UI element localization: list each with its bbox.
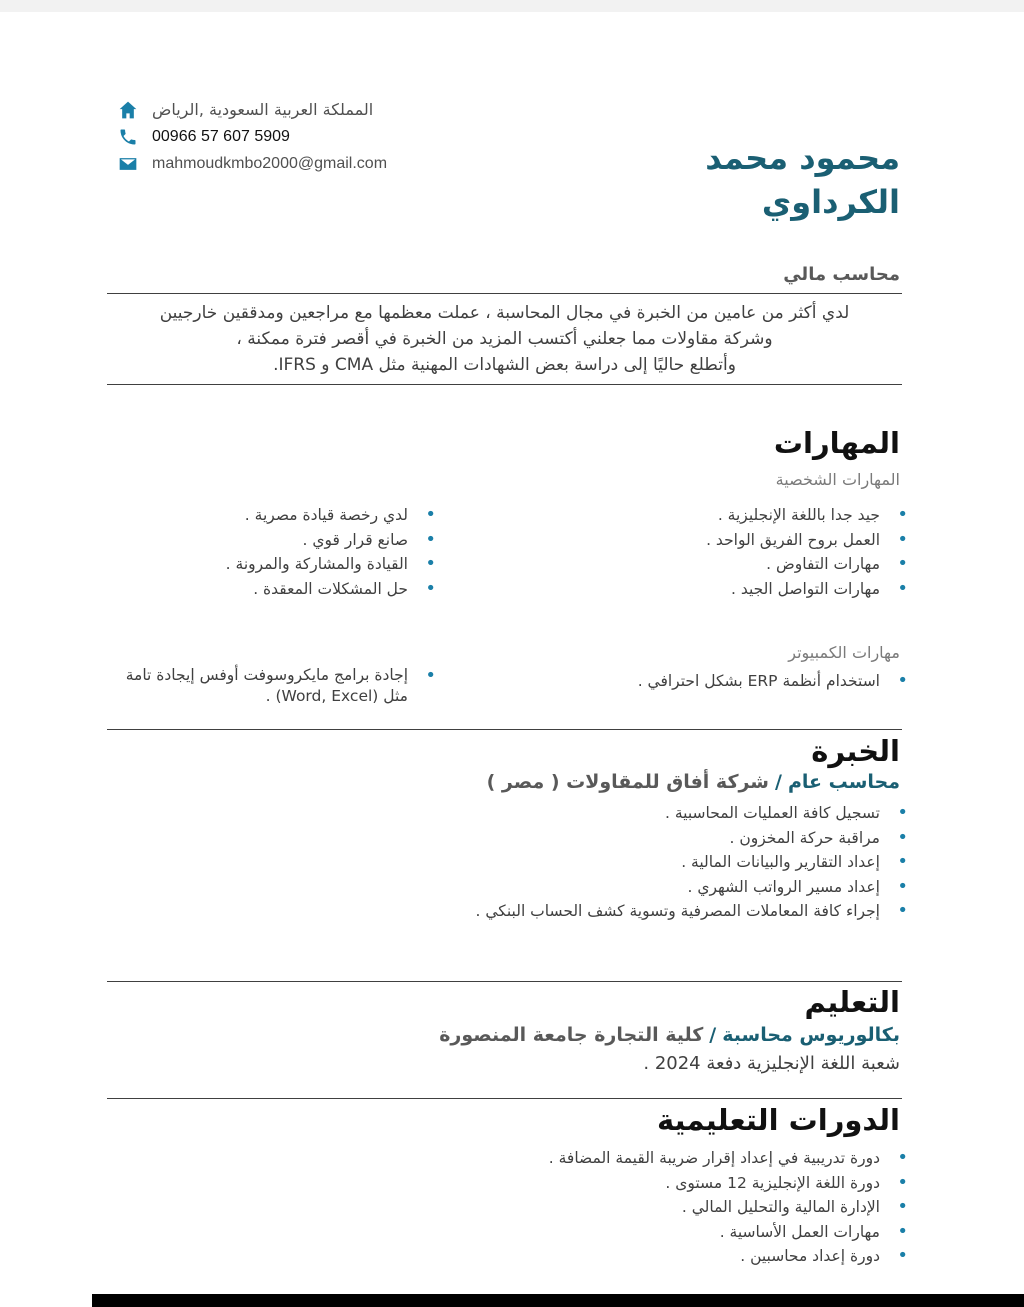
list-item: • إجادة برامج مايكروسوفت أوفس إيجادة تامة مثل (Word, Excel) . — [120, 665, 480, 707]
personal-skills-left-list — [120, 503, 480, 601]
skills-heading: المهارات — [773, 426, 900, 460]
list-item: • استخدام أنظمة ERP بشكل احترافي . — [532, 669, 952, 694]
summary-line-1: لدي أكثر من عامين من الخبرة في مجال المحاسبة ، عملت معظمها مع مراجعين ومدققين خارجيين — [159, 303, 850, 323]
divider — [107, 1098, 902, 1099]
school-name: كلية التجارة جامعة المنصورة — [439, 1024, 704, 1046]
list-item: • مراقبة حركة المخزون . — [332, 826, 952, 851]
list-item: • العمل بروح الفريق الواحد . — [532, 528, 952, 553]
divider — [107, 293, 902, 294]
job-title: محاسب مالي — [783, 264, 900, 285]
contact-email — [118, 150, 438, 177]
degree-title: بكالوريوس محاسبة — [722, 1024, 900, 1046]
list-item: • جيد جدا باللغة الإنجليزية . — [532, 503, 952, 528]
list-item: • الإدارة المالية والتحليل المالي . — [332, 1195, 952, 1220]
name-line-1: محمود محمد — [705, 139, 900, 177]
list-item: • صانع قرار قوي . — [120, 528, 480, 553]
list-item: • مهارات التفاوض . — [532, 552, 952, 577]
list-item: • مهارات التواصل الجيد . — [532, 577, 952, 602]
contact-block — [118, 96, 438, 177]
degree-separator: / — [709, 1024, 717, 1046]
personal-skills-heading: المهارات الشخصية — [775, 470, 900, 489]
list-item: • إعداد التقارير والبيانات المالية . — [332, 850, 952, 875]
list-item: • القيادة والمشاركة والمرونة . — [120, 552, 480, 577]
name-line-2: الكرداوي — [761, 183, 900, 221]
education-heading: التعليم — [804, 985, 900, 1019]
page-top-bar — [0, 0, 1024, 12]
list-item: • لدي رخصة قيادة مصرية . — [120, 503, 480, 528]
computer-skills-right-list — [532, 669, 952, 694]
phone-text[interactable]: 00966 57 607 5909 — [152, 127, 290, 145]
contact-address — [118, 96, 438, 123]
summary-line-3: وأتطلع حاليًا إلى دراسة بعض الشهادات المهنية مثل CMA و IFRS. — [273, 355, 736, 375]
role-title: محاسب عام — [787, 771, 900, 793]
list-item: • حل المشكلات المعقدة . — [120, 577, 480, 602]
list-item: • تسجيل كافة العمليات المحاسبية . — [332, 801, 952, 826]
phone-icon — [118, 126, 140, 148]
courses-list — [332, 1146, 952, 1269]
divider — [107, 384, 902, 385]
personal-skills-right-list — [532, 503, 952, 601]
list-item: • دورة اللغة الإنجليزية 12 مستوى . — [332, 1171, 952, 1196]
list-item: • إعداد مسير الرواتب الشهري . — [332, 875, 952, 900]
summary-line-2: وشركة مقاولات مما جعلني أكتسب المزيد من الخبرة في أقصر فترة ممكنة ، — [236, 329, 773, 349]
page-bottom-bar — [92, 1294, 1024, 1307]
experience-heading: الخبرة — [811, 734, 900, 768]
envelope-icon — [118, 153, 140, 175]
experience-list — [332, 801, 952, 924]
contact-phone — [118, 123, 438, 150]
list-item: • دورة إعداد محاسبين . — [332, 1244, 952, 1269]
summary — [107, 300, 902, 378]
person-name — [480, 136, 900, 224]
home-icon — [118, 99, 140, 121]
list-item: • مهارات العمل الأساسية . — [332, 1220, 952, 1245]
divider — [107, 729, 902, 730]
divider — [107, 981, 902, 982]
education-degree — [439, 1024, 900, 1046]
experience-role — [487, 771, 900, 793]
address-text: المملكة العربية السعودية ,الرياض — [152, 100, 374, 119]
computer-skills-left-list — [120, 665, 480, 707]
courses-heading: الدورات التعليمية — [656, 1103, 900, 1137]
list-item: • إجراء كافة المعاملات المصرفية وتسوية كشف الحساب البنكي . — [332, 899, 952, 924]
education-detail: شعبة اللغة الإنجليزية دفعة 2024 . — [643, 1053, 900, 1074]
email-link[interactable]: mahmoudkmbo2000@gmail.com — [152, 154, 388, 172]
role-separator: / — [775, 771, 782, 793]
company-name: شركة أفاق للمقاولات ( مصر ) — [486, 771, 769, 793]
computer-skills-heading: مهارات الكمبيوتر — [788, 643, 900, 662]
list-item: • دورة تدريبية في إعداد إقرار ضريبة القيمة المضافة . — [332, 1146, 952, 1171]
